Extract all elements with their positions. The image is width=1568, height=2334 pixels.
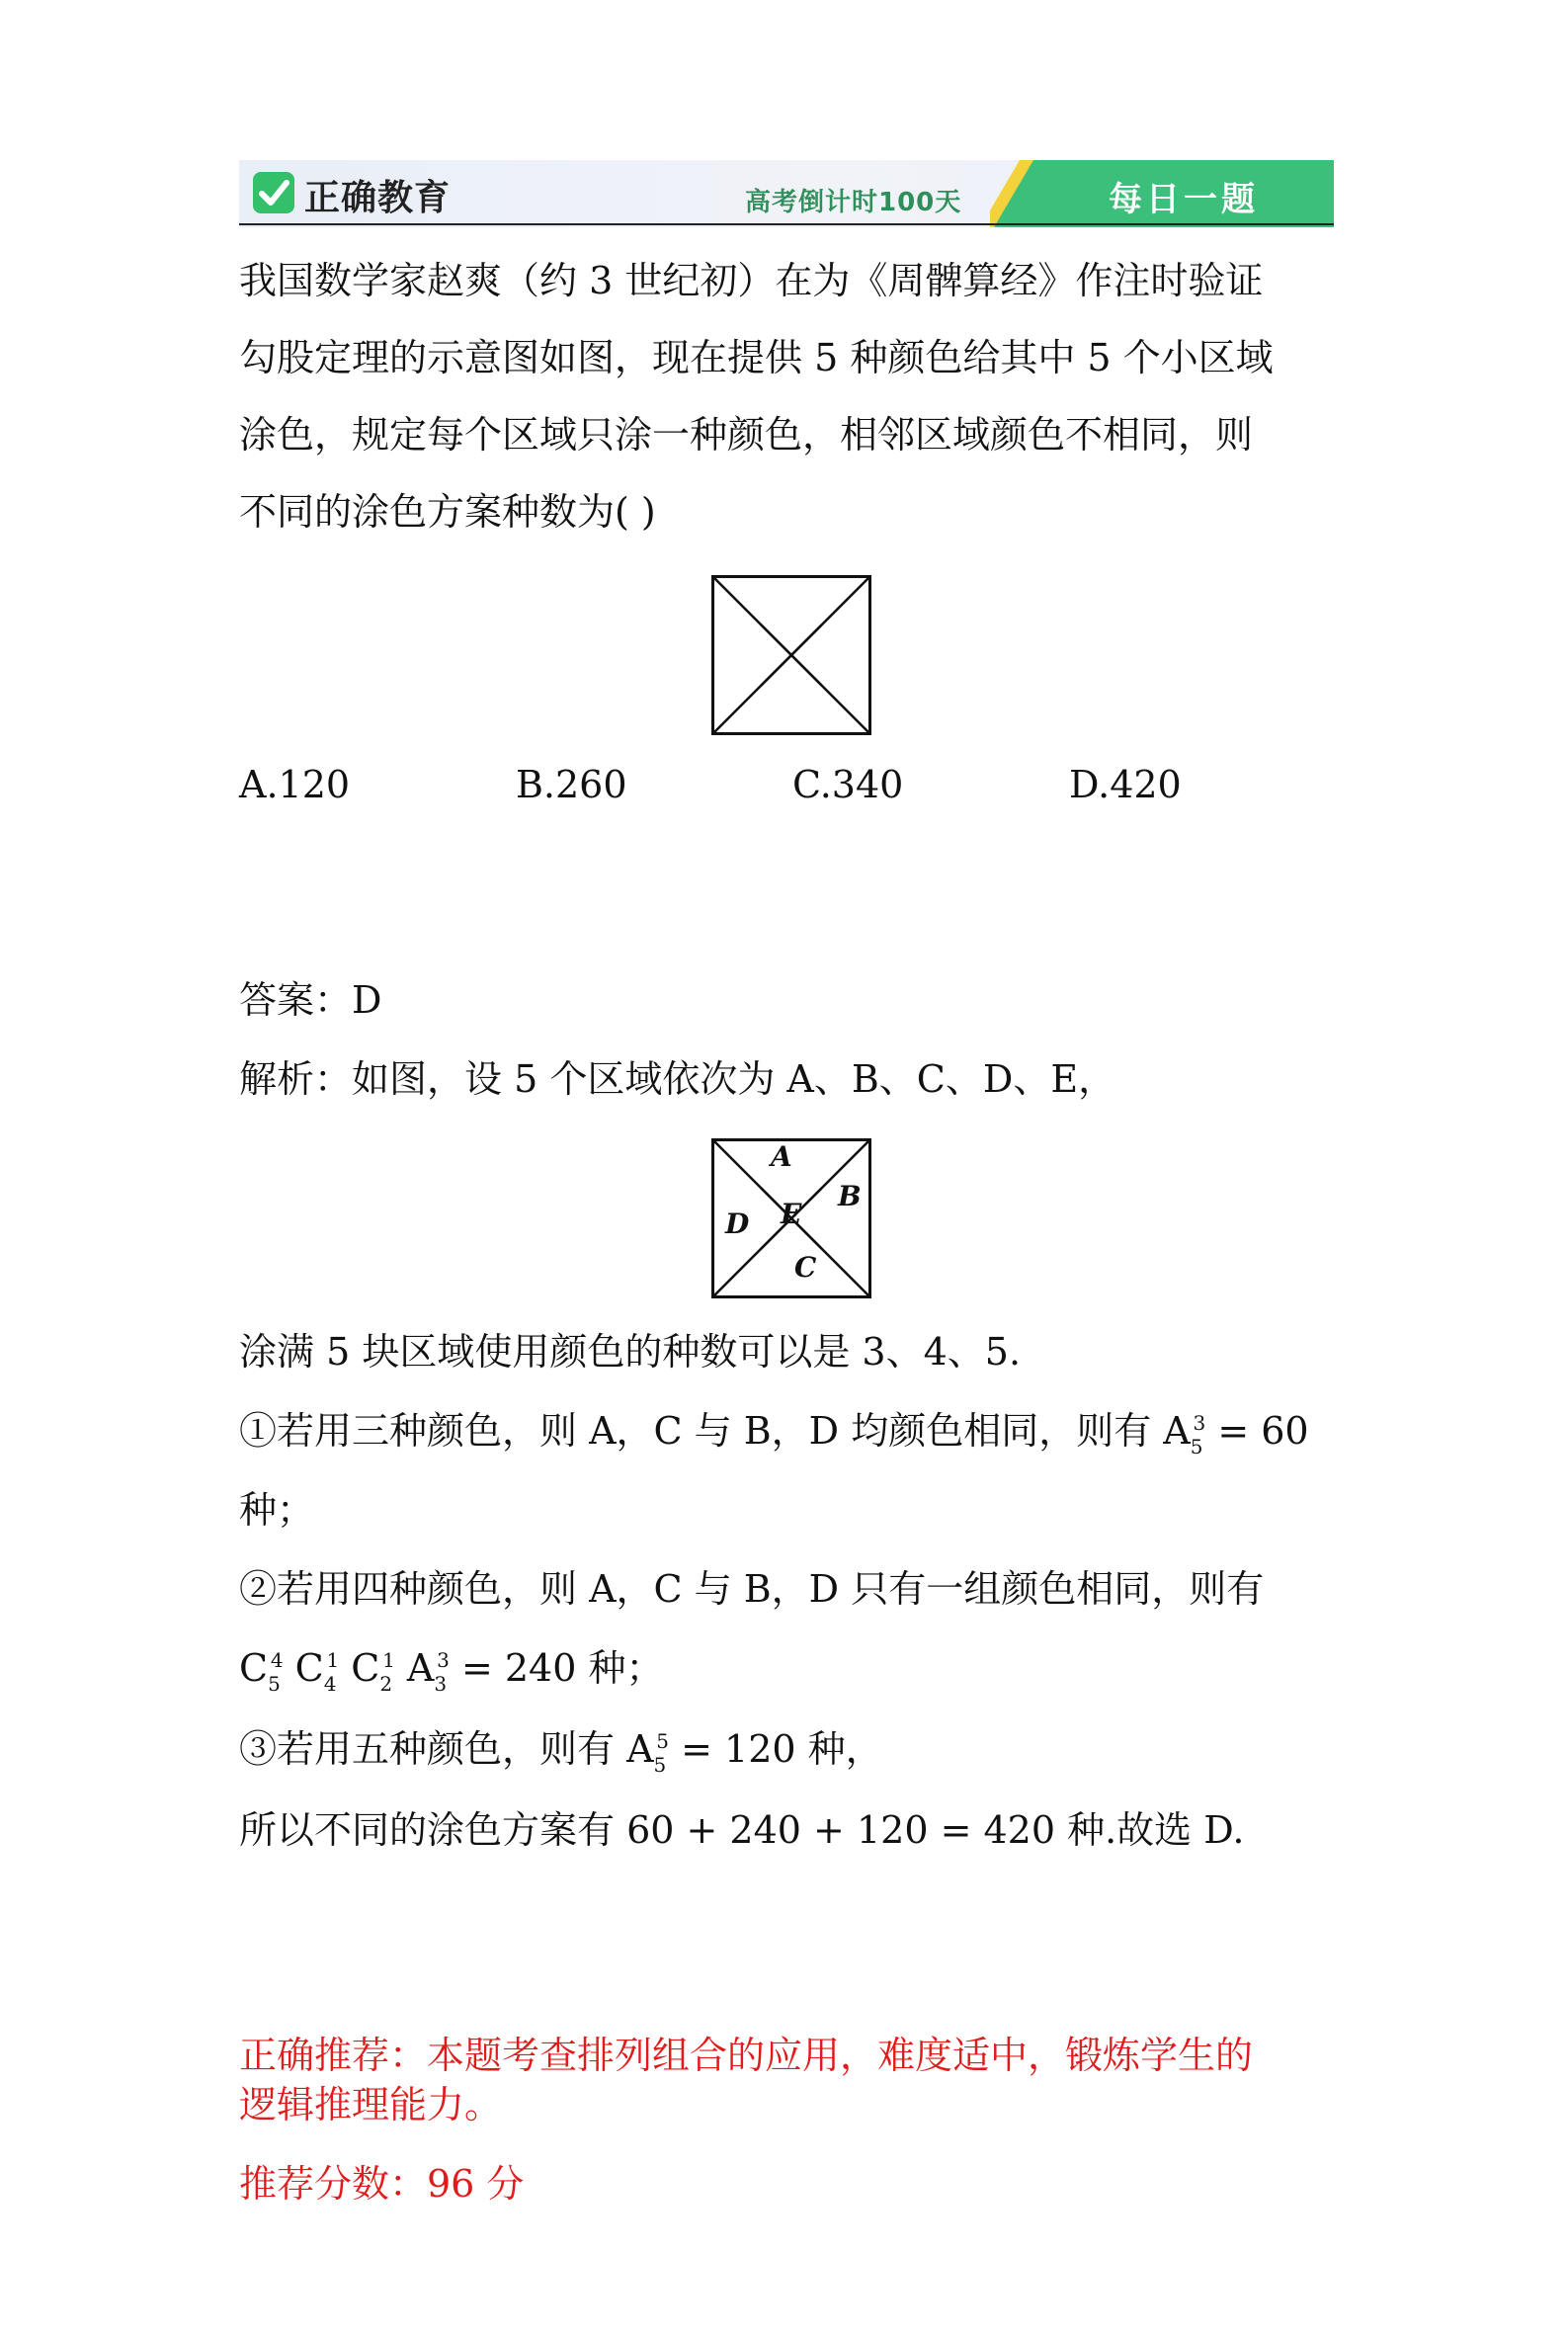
case-1-text: ①若用三种颜色，则 A，C 与 B，D 均颜色相同，则有 A bbox=[239, 1409, 1191, 1453]
case-1-subscript: 5 bbox=[1190, 1435, 1203, 1459]
case-2-result: = 240 种； bbox=[460, 1646, 664, 1690]
question-line-1: 我国数学家赵爽（约 3 世纪初）在为《周髀算经》作注时验证 bbox=[239, 259, 1264, 302]
case-2-formula-line: $C_5^4$ $C_4^1$ $C_2^1$ $A_3^3 = 240$ 种； bbox=[239, 1646, 664, 1696]
conclusion-line: 所以不同的涂色方案有 60 + 240 + 120 = 420 种.故选 D. bbox=[239, 1808, 1245, 1852]
case-1-end: 种； bbox=[239, 1488, 315, 1532]
countdown-text: 高考倒计时100天 bbox=[745, 188, 962, 217]
case-1-equation: = 60 bbox=[1217, 1409, 1309, 1453]
recommend-line-2: 逻辑推理能力。 bbox=[239, 2083, 503, 2126]
region-label-e: E bbox=[781, 1198, 802, 1230]
region-label-d: D bbox=[725, 1208, 750, 1240]
checkmark-icon bbox=[253, 172, 294, 213]
case-3-superscript: 5 bbox=[656, 1729, 669, 1753]
option-c: C.340 bbox=[792, 763, 904, 806]
region-label-b: B bbox=[838, 1180, 862, 1212]
option-b: B.260 bbox=[516, 763, 627, 806]
recommend-line-1: 正确推荐：本题考查排列组合的应用，难度适中，锻炼学生的 bbox=[239, 2034, 1254, 2077]
answer-line: 答案：D bbox=[239, 978, 382, 1022]
pinwheel-figure bbox=[711, 575, 871, 735]
case-3-line bbox=[239, 1729, 883, 1775]
region-label-c: C bbox=[794, 1251, 817, 1284]
option-d: D.420 bbox=[1069, 763, 1182, 806]
combination-c: C bbox=[239, 1646, 269, 1690]
question-line-4: 不同的涂色方案种数为( ) bbox=[239, 490, 656, 534]
header-banner bbox=[239, 160, 1334, 227]
option-a: A.120 bbox=[239, 763, 351, 806]
combination-c: C bbox=[351, 1646, 380, 1690]
color-count-line: 涂满 5 块区域使用颜色的种数可以是 3、4、5. bbox=[239, 1330, 1022, 1374]
brand-logo-text: 正确教育 bbox=[304, 178, 452, 218]
region-label-a: A bbox=[771, 1140, 792, 1173]
analysis-intro: 解析：如图，设 5 个区域依次为 A、B、C、D、E， bbox=[239, 1057, 1116, 1101]
daily-question-label: 每日一题 bbox=[1109, 180, 1259, 219]
question-line-2: 勾股定理的示意图如图，现在提供 5 种颜色给其中 5 个小区域 bbox=[239, 336, 1274, 379]
case-3-equation: = 120 种， bbox=[681, 1727, 883, 1771]
case-3-text: ③若用五种颜色，则有 A bbox=[239, 1727, 654, 1771]
recommend-score: 推荐分数：96 分 bbox=[239, 2162, 525, 2206]
combination-c: C bbox=[294, 1646, 324, 1690]
labeled-pinwheel-figure bbox=[711, 1138, 871, 1298]
case-1-line bbox=[239, 1411, 1309, 1457]
case-1-superscript: 3 bbox=[1193, 1411, 1206, 1435]
case-2-line: ②若用四种颜色，则 A，C 与 B，D 只有一组颜色相同，则有 bbox=[239, 1567, 1265, 1611]
question-line-3: 涂色，规定每个区域只涂一种颜色，相邻区域颜色不相同，则 bbox=[239, 413, 1254, 457]
header-divider bbox=[239, 223, 1334, 225]
case-3-subscript: 5 bbox=[653, 1753, 667, 1777]
